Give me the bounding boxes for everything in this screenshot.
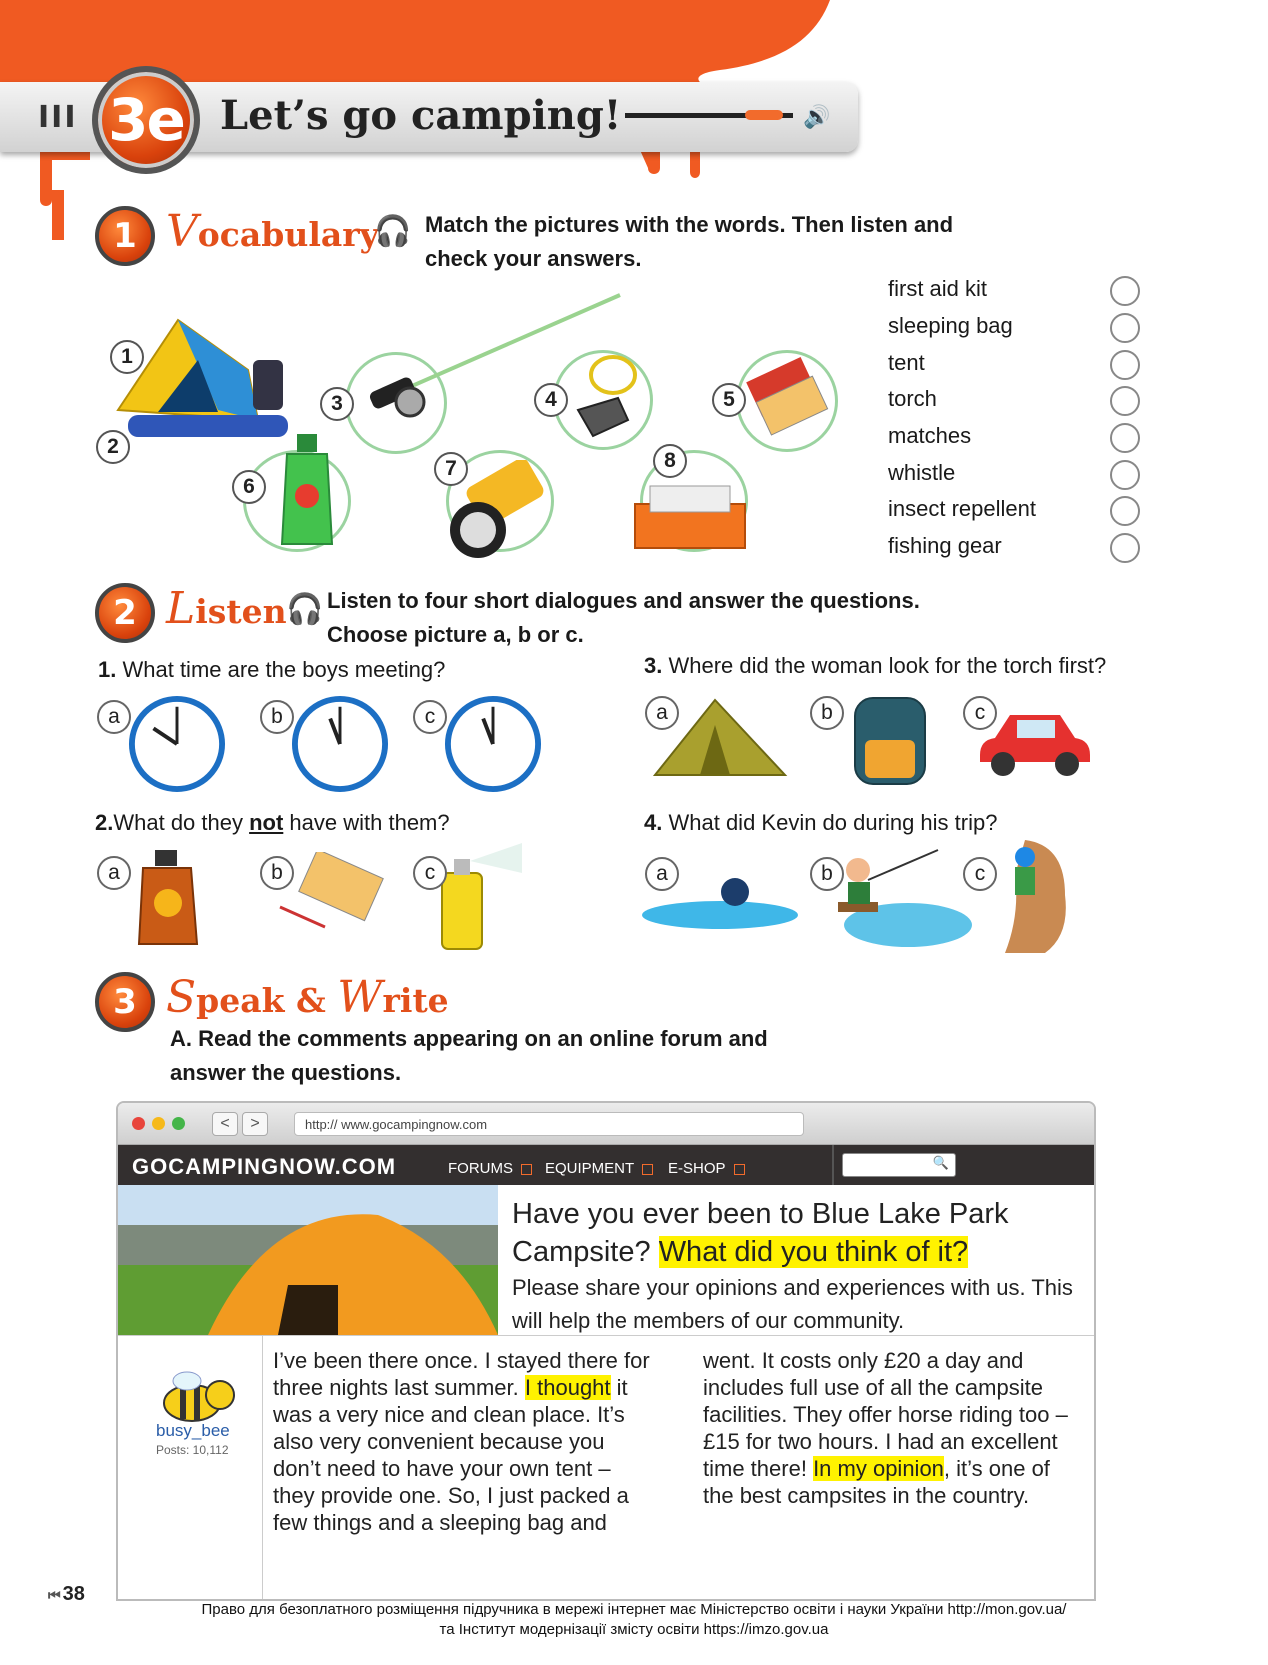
picture-number: 4 [534, 383, 568, 417]
option-letter[interactable]: b [810, 696, 844, 730]
answer-circle[interactable] [1110, 423, 1140, 453]
user-post-count: Posts: 10,112 [156, 1443, 229, 1457]
picture-number: 3 [320, 387, 354, 421]
matches-picture [741, 346, 841, 436]
clock-picture-b [291, 695, 389, 793]
word-row[interactable]: tent [888, 350, 1143, 380]
nav-equipment[interactable]: EQUIPMENT [545, 1160, 653, 1177]
url-bar[interactable]: http:// www.gocampingnow.com [294, 1112, 804, 1136]
divider [118, 1335, 1094, 1336]
audio-progress-handle[interactable] [745, 110, 783, 120]
section-2-badge: 2 [95, 583, 155, 643]
answer-circle[interactable] [1110, 460, 1140, 490]
word-row[interactable]: first aid kit [888, 276, 1143, 306]
spray-can-picture-c [430, 843, 530, 953]
minimize-dot-icon[interactable] [152, 1117, 165, 1130]
nav-square-icon [734, 1164, 745, 1175]
question-4: 4. What did Kevin do during his trip? [644, 810, 998, 835]
answer-circle[interactable] [1110, 350, 1140, 380]
search-input[interactable] [842, 1153, 956, 1177]
sun-cream-picture-a [135, 848, 205, 948]
option-letter[interactable]: b [260, 700, 294, 734]
word-row[interactable]: fishing gear [888, 533, 1143, 563]
lesson-number: 3e [108, 86, 184, 154]
menu-lines-icon: III [38, 100, 78, 135]
highlight: What did you think of it? [658, 1236, 969, 1268]
answer-circle[interactable] [1110, 276, 1140, 306]
matches-picture-b [275, 852, 395, 942]
page-title: Let’s go camping! [220, 92, 622, 139]
browser-window [116, 1101, 1096, 1601]
answer-circle[interactable] [1110, 313, 1140, 343]
first-aid-kit-picture [630, 478, 760, 558]
post-text-column-2: went. It costs only £20 a day and includes full use of all the campsite facilities. They offer horse riding too – £15 for two hours. I had an excellent time there! In my opinion, it’s one of the best campsites in the country. [703, 1348, 1068, 1508]
section-3-badge: 3 [95, 972, 155, 1032]
lesson-badge [92, 66, 200, 174]
insect-repellent-picture [272, 434, 342, 554]
bee-avatar [152, 1365, 242, 1425]
page-number: ⏮ 38 [48, 1583, 85, 1605]
nav-square-icon [642, 1164, 653, 1175]
answer-circle[interactable] [1110, 386, 1140, 416]
post-text-column-1: I’ve been there once. I stayed there for three nights last summer. I thought it was a very nice and clean place. It’s also very convenient because you don’t need to have your own tent – they provide one. So, I just packed a few things and a sleeping bag and [273, 1348, 650, 1535]
section-3-title: Speak & Write [166, 972, 449, 1023]
back-button[interactable]: < [212, 1112, 238, 1136]
option-letter[interactable]: c [413, 700, 447, 734]
browser-chrome [118, 1103, 1094, 1145]
nav-square-icon [521, 1164, 532, 1175]
maximize-dot-icon[interactable] [172, 1117, 185, 1130]
question-1: 1. What time are the boys meeting? [98, 657, 446, 682]
highlight: In my opinion [813, 1456, 944, 1481]
answer-circle[interactable] [1110, 496, 1140, 526]
clock-picture-a [128, 695, 226, 793]
option-letter[interactable]: a [97, 700, 131, 734]
section-1-title: Vocabulary [166, 206, 379, 257]
word-row[interactable]: sleeping bag [888, 313, 1143, 343]
option-letter[interactable]: a [645, 857, 679, 891]
highlight: I thought [524, 1375, 611, 1400]
headphones-icon[interactable]: 🎧 [286, 593, 324, 626]
section-2-instruction: Listen to four short dialogues and answer the questions. Choose picture a, b or c. [327, 588, 920, 647]
campsite-tent-photo [118, 1185, 498, 1335]
backpack-picture-b [845, 690, 935, 790]
section-3-instruction: A. Read the comments appearing on an online forum and answer the questions. [170, 1026, 768, 1085]
forward-button[interactable]: > [242, 1112, 268, 1136]
climbing-picture-c [995, 835, 1075, 955]
option-letter[interactable]: a [97, 856, 131, 890]
option-letter[interactable]: b [810, 857, 844, 891]
headphones-icon[interactable]: 🎧 [374, 215, 412, 248]
nav-eshop[interactable]: E-SHOP [668, 1160, 745, 1177]
option-letter[interactable]: b [260, 856, 294, 890]
question-3: 3. Where did the woman look for the torch first? [644, 653, 1107, 678]
fishing-picture-b [818, 840, 973, 950]
section-1-instruction: Match the pictures with the words. Then listen and check your answers. [425, 212, 954, 271]
picture-number: 2 [96, 430, 130, 464]
tent-sleeping-bag-picture [108, 300, 298, 450]
nav-forums[interactable]: FORUMS [448, 1160, 532, 1177]
site-logo[interactable]: GOCAMPINGNOW.COM [132, 1154, 397, 1179]
forum-subtitle: Please share your opinions and experiences with us. This will help the members of our community. [512, 1275, 1073, 1333]
word-row[interactable]: insect repellent [888, 496, 1143, 526]
option-letter[interactable]: c [963, 696, 997, 730]
picture-number: 5 [712, 383, 746, 417]
site-navbar [118, 1145, 1094, 1185]
picture-number: 6 [232, 470, 266, 504]
picture-number: 1 [110, 340, 144, 374]
close-dot-icon[interactable] [132, 1117, 145, 1130]
option-letter[interactable]: a [645, 696, 679, 730]
user-name[interactable]: busy_bee [156, 1421, 230, 1440]
word-row[interactable]: matches [888, 423, 1143, 453]
forum-question: Have you ever been to Blue Lake Park Campsite? What did you think of it? [512, 1198, 1009, 1268]
picture-number: 7 [434, 452, 468, 486]
rewind-icon: ⏮ [48, 1587, 61, 1603]
answer-circle[interactable] [1110, 533, 1140, 563]
option-letter[interactable]: c [413, 856, 447, 890]
divider [262, 1335, 263, 1601]
section-2-title: Listen [166, 583, 287, 634]
copyright-footer: Право для безоплатного розміщення підручника в мережі інтернет має Міністерство освіти і науки України http://mon.gov.ua/ та Інститут модернізації змісту освіти https://imzo.gov.ua [201, 1601, 1067, 1638]
clock-picture-c [444, 695, 542, 793]
section-1-badge: 1 [95, 206, 155, 266]
nav-separator [832, 1145, 834, 1185]
question-2: 2.What do they not have with them? [95, 810, 450, 835]
word-row[interactable]: torch [888, 386, 1143, 416]
picture-number: 8 [653, 444, 687, 478]
option-letter[interactable]: c [963, 857, 997, 891]
search-icon[interactable]: 🔍 [932, 1155, 949, 1170]
word-row[interactable]: whistle [888, 460, 1143, 490]
whistle-picture [563, 350, 653, 450]
speaker-icon[interactable]: 🔊 [803, 104, 831, 129]
